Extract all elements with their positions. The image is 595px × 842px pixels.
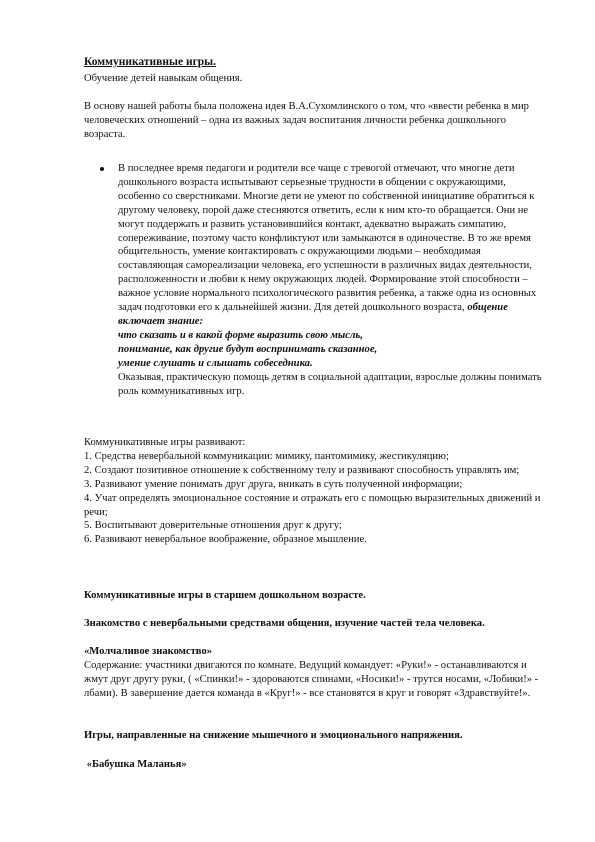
communication-item: что сказать и в какой форме выразить свою мысль, bbox=[118, 329, 363, 341]
communication-item: понимание, как другие будут воспринимать сказанное, bbox=[118, 343, 378, 355]
develops-list bbox=[84, 436, 546, 547]
game-title: «Молчаливое знакомство» bbox=[84, 646, 213, 657]
section-heading: Знакомство с невербальными средствами общения, изучение частей тела человека. bbox=[84, 618, 485, 629]
game-title: «Бабушка Маланья» bbox=[84, 759, 187, 770]
page-subtitle: Обучение детей навыкам общения. bbox=[84, 73, 243, 84]
bullet-lead-in: общение включает знание: bbox=[118, 302, 508, 327]
bullet-icon bbox=[100, 167, 104, 171]
section-heading: Коммуникативные игры в старшем дошкольном возрасте. bbox=[84, 590, 366, 601]
list-item: 2. Создают позитивное отношение к собственному телу и развивают способность управлять им; bbox=[84, 464, 520, 476]
game-content: Содержание: участники двигаются по комнате. Ведущий командует: «Руки!» - останавливаются и жмут друг другу руки, ( «Спинки!» - здороваются спинами, «Носики!» - трутся носами, «Лобики!» - лбами). В завершение дается команда в «Круг!» - все становятся в круг и говорят «Здравствуйте!». bbox=[84, 660, 539, 699]
communication-item: умение слушать и слышать собеседника. bbox=[118, 357, 313, 369]
list-item: 1. Средства невербальной коммуникации: мимику, пантомимику, жестикуляцию; bbox=[84, 450, 449, 462]
bullet-paragraph: В последнее время педагоги и родители все чаще с тревогой отмечают, что многие дети дошкольного возраста испытывают серьезные трудности в общении с окружающими, особенно со сверстниками. Многие дети не умеют по собственной инициативе обратиться к другому человеку, порой даже стесняются ответить, если к ним кто-то обращается. Они не могут поддержать и развить установившийся контакт, адекватно выражать симпатию, сопереживание, поэтому часто конфликтуют или замыкаются в одиночестве. В то же время общительность, умение контактировать с окружающими людьми – необходимая составляющая самореализации человека, его успешности в различных видах деятельности, расположенности и любви к нему окружающих людей. Формирование этой способности – важное условие нормального психологического развития ребенка, а также одна из основных задач подготовки его к дальнейшей жизни. Для детей дошкольного возраста, bbox=[118, 163, 537, 314]
list-item: 5. Воспитывают доверительные отношения друг к другу; bbox=[84, 520, 342, 532]
page-title: Коммуникативные игры. bbox=[84, 56, 217, 68]
list-item: 3. Развивают умение понимать друг друга, вникать в суть полученной информации; bbox=[84, 478, 463, 490]
intro-paragraph: В основу нашей работы была положена идея В.А.Сухомлинского о том, что «ввести ребенка в мир человеческих отношений – одна из важных задач воспитания личности ребенка дошкольного возраста. bbox=[84, 101, 529, 140]
bullet-body bbox=[118, 162, 548, 398]
bullet-list-item bbox=[84, 162, 554, 398]
list-item: 6. Развивают невербальное воображение, образное мышление. bbox=[84, 534, 367, 546]
bullet-closing: Оказывая, практическую помощь детям в социальной адаптации, взрослые должны понимать роль коммуникативных игр. bbox=[118, 371, 542, 397]
develops-heading: Коммуникативные игры развивают: bbox=[84, 437, 246, 448]
list-item: 4. Учат определять эмоциональное состояние и отражать его с помощью выразительных движений и речи; bbox=[84, 492, 541, 518]
section-heading: Игры, направленные на снижение мышечного и эмоционального напряжения. bbox=[84, 730, 463, 741]
